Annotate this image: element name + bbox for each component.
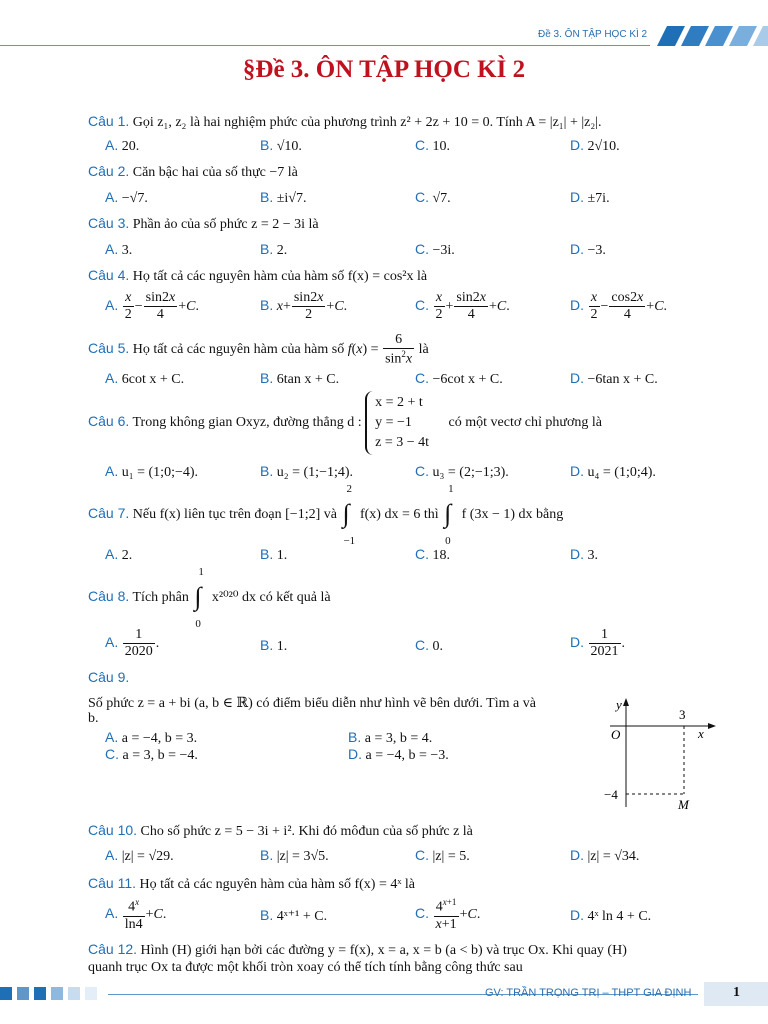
answer-a: A. u₁ = (1;0;−4). [105, 463, 199, 480]
question-text: Nếu f(x) liên tục trên đoạn [−1;2] và [132, 507, 337, 523]
page-title: §Đề 3. ÔN TẬP HỌC KÌ 2 [242, 56, 526, 83]
answer-a: A. $\frac{1}{2020}$ . [105, 627, 160, 660]
question-text-cont: quanh trục Ox ta được một khối tròn xoay có thể tích tính bằng công thức sau [88, 960, 523, 975]
answer-a: A. 20. [105, 137, 140, 154]
answer-d: D. 3. [570, 546, 598, 563]
answer-b: B. ±i√7. [260, 189, 307, 206]
answer-d: D. $\frac{x}{2}$ − $\frac{\cos 2x}{4}$ +C. [570, 290, 668, 323]
answer-d: D. $\frac{1}{2021}$ . [570, 627, 625, 660]
answer-d: D. ±7i. [570, 189, 610, 206]
question-text-cont: b. [88, 711, 99, 726]
answer-c: C. −6cot x + C. [415, 370, 503, 387]
complex-plane-figure [596, 692, 726, 816]
question-label: Câu 8. [88, 588, 130, 605]
answer-b: B. 6tan x + C. [260, 370, 340, 387]
question-3 [88, 215, 319, 233]
footer-square [85, 987, 97, 1000]
line-system: x = 2 + t y = −1 z = 3 − 4t [365, 391, 437, 455]
header-stripes [657, 26, 768, 46]
answer-a: A. 3. [105, 241, 133, 258]
integral-sign: 1 ∫ 0 [444, 483, 454, 547]
footer-square [34, 987, 46, 1000]
answer-b: B. √10. [260, 137, 302, 154]
tick-minus4-label: −4 [604, 787, 618, 802]
point-m-label: M [678, 797, 689, 812]
footer-square [51, 987, 63, 1000]
answer-a: A. 6cot x + C. [105, 370, 185, 387]
answer-c: C. $\frac{x}{2}$ + $\frac{\sin 2x}{4}$ +C. [415, 290, 510, 323]
x-axis-label: x [698, 726, 704, 741]
question-label: Câu 12. [88, 941, 138, 957]
page-number: 1 [733, 985, 740, 1000]
question-text: Họ tất cả các nguyên hàm của hàm số [132, 342, 345, 358]
question-label: Câu 10. [88, 822, 138, 838]
question-text: Hình (H) giới hạn bởi các đường y = f(x), x = a, x = b (a < b) và trục Ox. Khi quay (H) [140, 943, 627, 958]
answer-a: A. |z| = √29. [105, 847, 174, 864]
integral-sign: 2 ∫ −1 [342, 483, 356, 547]
question-text: Trong không gian Oxyz, đường thẳng d : [132, 415, 362, 431]
answer-d: D. |z| = √34. [570, 847, 640, 864]
answer-c: C. −3i. [415, 241, 455, 258]
footer-author: GV: TRẦN TRỌNG TRỊ – THPT GIA ĐỊNH [485, 987, 692, 999]
question-label: Câu 9. [88, 669, 130, 685]
question-label: Câu 2. [88, 163, 130, 179]
question-text: Phần ảo của số phức z = 2 − 3i là [132, 217, 319, 232]
question-text: Tích phân [132, 590, 189, 606]
answer-c: C. 18. [415, 546, 450, 563]
answer-b: B. 1. [260, 637, 288, 654]
answer-d: D. −3. [570, 241, 606, 258]
question-label: Câu 11. [88, 875, 136, 891]
answer-c: C. u₃ = (2;−1;3). [415, 463, 509, 480]
question-text: Họ tất cả các nguyên hàm của hàm số f(x) = 4ˣ là [139, 877, 416, 892]
answer-d: D. −6tan x + C. [570, 370, 658, 387]
answer-a: A. a = −4, b = 3. [105, 729, 198, 746]
question-9 [88, 669, 129, 687]
answer-c: C. 0. [415, 637, 443, 654]
origin-label: O [611, 727, 621, 742]
answer-a: A. $\frac{4^x}{\ln 4}$ +C. [105, 897, 167, 932]
footer-square [17, 987, 29, 1000]
answer-a: A. −√7. [105, 189, 148, 206]
answer-d: D. a = −4, b = −3. [348, 746, 449, 763]
answer-b: B. |z| = 3√5. [260, 847, 329, 864]
question-text: Họ tất cả các nguyên hàm của hàm số f(x) = cos²x là [132, 269, 428, 284]
question-7: Câu 7. Nếu f(x) liên tục trên đoạn [−1;2] và 2 ∫ −1 f(x) dx = 6 thì 1 ∫ 0 f (3x − 1) dx bằng [88, 483, 564, 547]
header-rule [0, 45, 650, 46]
answer-b: B. 1. [260, 546, 288, 563]
question-4 [88, 267, 427, 285]
question-2 [88, 163, 298, 181]
question-1 [88, 113, 602, 131]
y-axis-label: y [616, 697, 622, 712]
question-label: Câu 1. [88, 113, 130, 129]
question-label: Câu 5. [88, 340, 130, 357]
question-label: Câu 4. [88, 267, 130, 283]
integral-sign: 1 ∫ 0 [194, 566, 204, 630]
answer-d: D. 4ˣ ln 4 + C. [570, 907, 652, 924]
question-label: Câu 7. [88, 505, 130, 522]
question-12 [88, 941, 627, 959]
question-tail: có một vectơ chỉ phương là [448, 415, 602, 431]
question-text: Gọi z₁, z₂ là hai nghiệm phức của phương trình z² + 2z + 10 = 0. Tính A = |z₁| + |z₂|. [132, 115, 602, 130]
tick-3-label: 3 [679, 707, 686, 722]
answer-b: B. 2. [260, 241, 288, 258]
answer-b: B. 4ˣ⁺¹ + C. [260, 907, 328, 924]
answer-d: D. 2√10. [570, 137, 620, 154]
answer-c: C. $\frac{4^{x+1}}{x+1}$ +C. [415, 897, 481, 932]
question-6 [88, 391, 602, 455]
answer-c: C. |z| = 5. [415, 847, 470, 864]
question-5: Câu 5. Họ tất cả các nguyên hàm của hàm số f(x) = $\frac{6}{\sin^2x}$ là [88, 332, 429, 367]
question-8: Câu 8. Tích phân 1 ∫ 0 x²⁰²⁰ dx có kết quả là [88, 566, 331, 630]
answer-b: B. x+ $\frac{\sin 2x}{2}$ +C. [260, 290, 348, 323]
footer-square [68, 987, 80, 1000]
question-11 [88, 875, 415, 893]
answer-a: A. 2. [105, 546, 133, 563]
answer-a: A. $\frac{x}{2}$ − $\frac{\sin 2x}{4}$ +C. [105, 290, 199, 323]
question-10 [88, 822, 473, 840]
footer-square [0, 987, 12, 1000]
question-label: Câu 3. [88, 215, 130, 231]
running-header: Đề 3. ÔN TẬP HỌC KÌ 2 [538, 29, 648, 40]
question-text: Căn bậc hai của số thực −7 là [132, 165, 298, 180]
question-label: Câu 6. [88, 413, 130, 430]
question-text: Số phức z = a + bi (a, b ∈ ℝ) có điểm biểu diễn như hình vẽ bên dưới. Tìm a và [88, 696, 536, 711]
answer-c: C. √7. [415, 189, 451, 206]
question-text: Cho số phức z = 5 − 3i + i². Khi đó môđun của số phức z là [140, 824, 473, 839]
answer-b: B. u₂ = (1;−1;4). [260, 463, 354, 480]
answer-c: C. a = 3, b = −4. [105, 746, 198, 763]
answer-d: D. u₄ = (1;0;4). [570, 463, 656, 480]
answer-b: B. a = 3, b = 4. [348, 729, 433, 746]
answer-c: C. 10. [415, 137, 450, 154]
